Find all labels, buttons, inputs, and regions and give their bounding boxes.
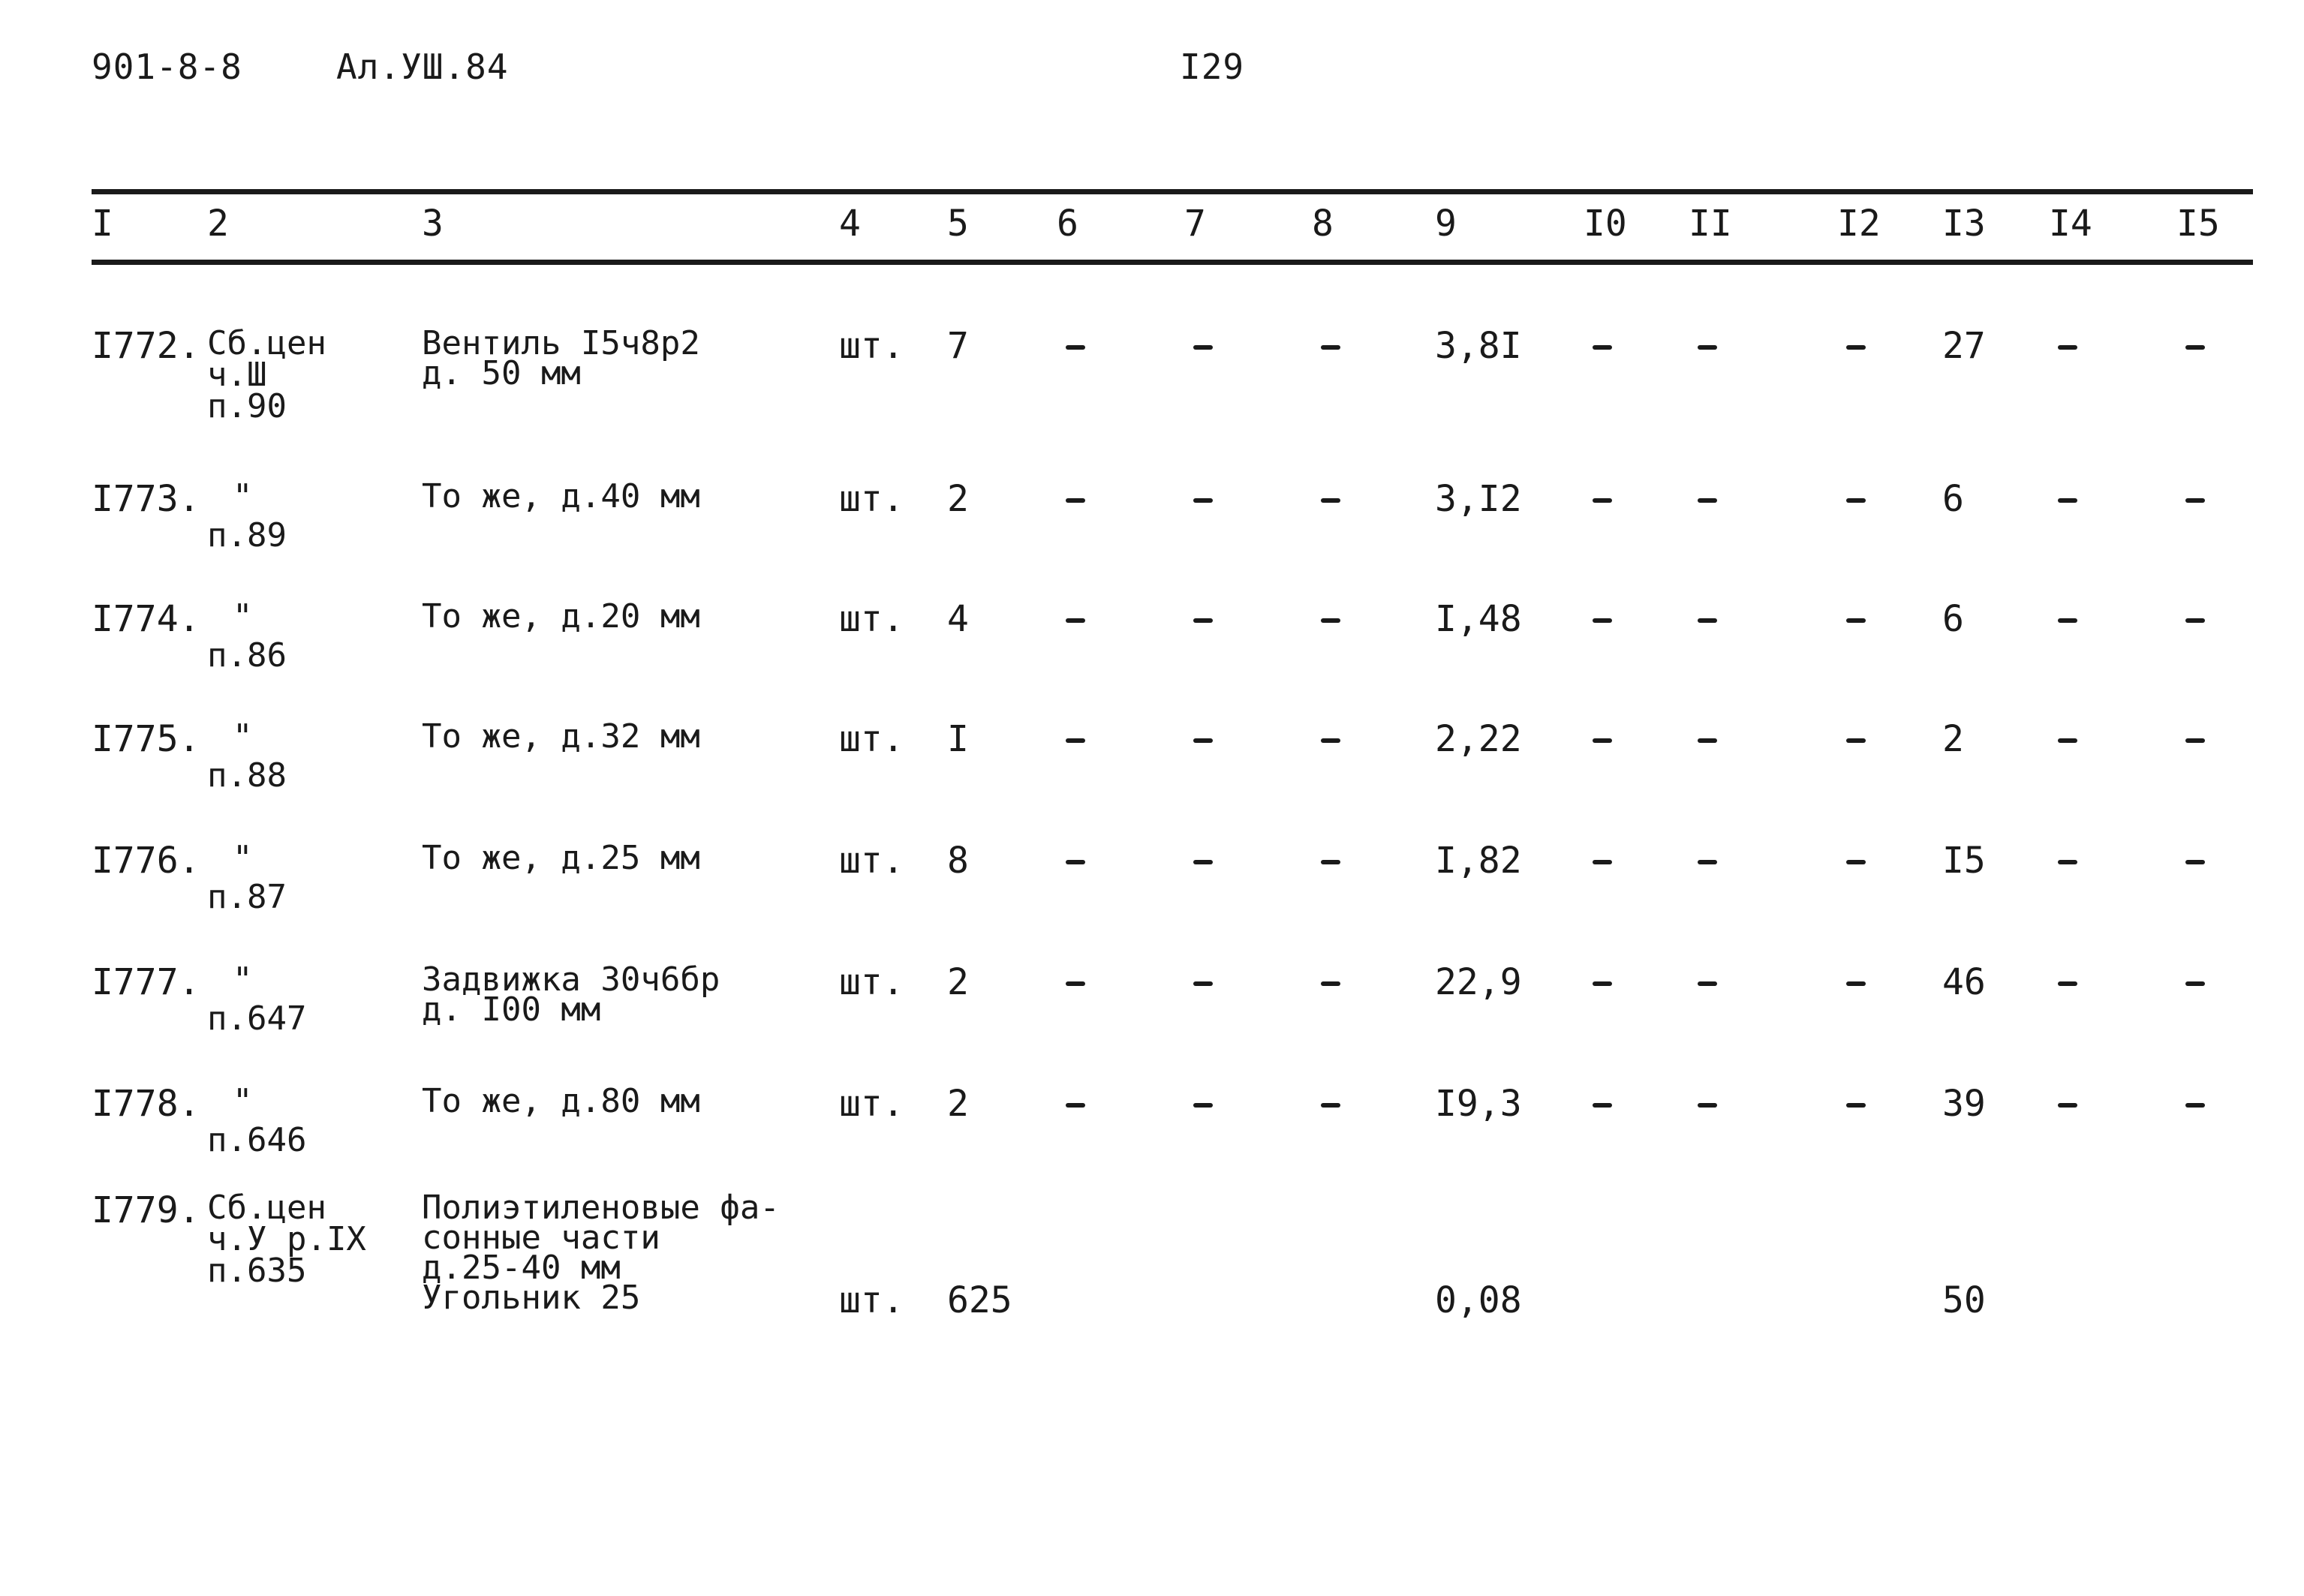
dash-cell	[1066, 738, 1085, 743]
value-cell-c9: I,48	[1435, 598, 1522, 640]
source-ref-line: п.647	[207, 999, 307, 1038]
dash-cell	[1698, 345, 1717, 350]
row-number: I773.	[92, 478, 200, 520]
source-ref-line: "	[233, 839, 253, 877]
dash-cell	[2185, 618, 2205, 623]
source-ref-line: Сб.цен	[207, 324, 326, 362]
dash-cell	[1593, 738, 1612, 743]
unit-cell: шт.	[839, 1083, 904, 1125]
source-ref-line: п.90	[207, 387, 287, 425]
dash-cell	[1193, 738, 1213, 743]
dash-cell	[1321, 618, 1340, 623]
dash-cell	[2185, 1103, 2205, 1108]
column-header-10: I0	[1584, 203, 1627, 245]
item-name-line: Угольник 25	[422, 1279, 641, 1317]
source-ref-line: ч.Ш	[207, 356, 267, 394]
dash-cell	[2058, 1103, 2077, 1108]
item-name-line: То же, д.80 мм	[422, 1082, 700, 1120]
doc-code: 901-8-8	[92, 47, 242, 87]
item-name-line: Задвижка 30ч6бр	[422, 960, 720, 999]
dash-cell	[1321, 345, 1340, 350]
source-ref-line: "	[233, 960, 253, 999]
dash-cell	[2185, 738, 2205, 743]
column-header-4: 4	[839, 203, 861, 245]
dash-cell	[1066, 345, 1085, 350]
dash-cell	[1066, 1103, 1085, 1108]
row-number: I772.	[92, 325, 200, 367]
unit-cell: шт.	[839, 478, 904, 520]
dash-cell	[2058, 981, 2077, 986]
dash-cell	[1321, 981, 1340, 986]
dash-cell	[1846, 981, 1866, 986]
column-header-15: I5	[2176, 203, 2220, 245]
source-ref-line: п.646	[207, 1121, 307, 1159]
source-ref-line: Сб.цен	[207, 1189, 326, 1227]
column-header-14: I4	[2049, 203, 2092, 245]
column-header-9: 9	[1435, 203, 1457, 245]
value-cell-c13: 2	[1942, 718, 1964, 760]
dash-cell	[1698, 981, 1717, 986]
dash-cell	[2058, 498, 2077, 503]
dash-cell	[1321, 738, 1340, 743]
quantity-cell: 2	[947, 961, 969, 1003]
source-ref-line: "	[233, 477, 253, 515]
dash-cell	[1698, 498, 1717, 503]
dash-cell	[1066, 498, 1085, 503]
item-name-line: То же, д.32 мм	[422, 717, 700, 756]
value-cell-c13: 46	[1942, 961, 1986, 1003]
dash-cell	[1593, 345, 1612, 350]
unit-cell: шт.	[839, 718, 904, 760]
dash-cell	[1846, 345, 1866, 350]
item-name-line: То же, д.20 мм	[422, 597, 700, 636]
dash-cell	[1193, 981, 1213, 986]
dash-cell	[1066, 981, 1085, 986]
dash-cell	[1593, 618, 1612, 623]
row-number: I777.	[92, 961, 200, 1003]
source-ref-line: ч.У р.IX	[207, 1220, 366, 1258]
source-ref-line: п.89	[207, 516, 287, 555]
source-ref-line: п.86	[207, 636, 287, 675]
dash-cell	[1193, 498, 1213, 503]
unit-cell: шт.	[839, 961, 904, 1003]
source-ref-line: "	[233, 717, 253, 756]
item-name-line: То же, д.25 мм	[422, 839, 700, 877]
column-header-5: 5	[947, 203, 969, 245]
column-header-11: II	[1689, 203, 1732, 245]
table-header-rule	[92, 260, 2253, 265]
quantity-cell: 2	[947, 1083, 969, 1125]
unit-cell: шт.	[839, 598, 904, 640]
dash-cell	[1193, 1103, 1213, 1108]
dash-cell	[1066, 860, 1085, 864]
quantity-cell: 2	[947, 478, 969, 520]
quantity-cell: 4	[947, 598, 969, 640]
dash-cell	[2185, 860, 2205, 864]
dash-cell	[1066, 618, 1085, 623]
item-name-line: Полиэтиленовые фа-	[422, 1189, 780, 1227]
dash-cell	[1321, 860, 1340, 864]
dash-cell	[1846, 498, 1866, 503]
dash-cell	[1846, 618, 1866, 623]
dash-cell	[1321, 498, 1340, 503]
column-header-12: I2	[1837, 203, 1881, 245]
value-cell-c13: 6	[1942, 478, 1964, 520]
unit-cell: шт.	[839, 840, 904, 882]
quantity-cell: 8	[947, 840, 969, 882]
item-name-line: д. I00 мм	[422, 990, 601, 1029]
value-cell-c9: 2,22	[1435, 718, 1522, 760]
value-cell-c9: I9,3	[1435, 1083, 1522, 1125]
column-header-2: 2	[207, 203, 229, 245]
dash-cell	[1593, 981, 1612, 986]
album-code: Ал.УШ.84	[336, 47, 509, 87]
column-header-13: I3	[1942, 203, 1986, 245]
source-ref-line: п.87	[207, 878, 287, 916]
source-ref-line: п.88	[207, 756, 287, 795]
value-cell-c9: 3,8I	[1435, 325, 1522, 367]
item-name-line: д. 50 мм	[422, 354, 581, 392]
value-cell-c9: I,82	[1435, 840, 1522, 882]
value-cell-c13: 6	[1942, 598, 1964, 640]
column-header-1: I	[92, 203, 113, 245]
dash-cell	[1698, 860, 1717, 864]
dash-cell	[2058, 618, 2077, 623]
dash-cell	[1193, 345, 1213, 350]
dash-cell	[1846, 738, 1866, 743]
row-number: I779.	[92, 1189, 200, 1231]
source-ref-line: п.635	[207, 1252, 307, 1290]
quantity-cell: 625	[947, 1279, 1012, 1321]
column-header-3: 3	[422, 203, 444, 245]
item-name-line: сонные части	[422, 1219, 660, 1257]
quantity-cell: 7	[947, 325, 969, 367]
dash-cell	[1593, 498, 1612, 503]
page-number: I29	[1180, 47, 1245, 87]
unit-cell: шт.	[839, 325, 904, 367]
column-header-8: 8	[1312, 203, 1334, 245]
value-cell-c13: 50	[1942, 1279, 1986, 1321]
item-name-line: То же, д.40 мм	[422, 477, 700, 515]
dash-cell	[1698, 1103, 1717, 1108]
dash-cell	[2058, 860, 2077, 864]
value-cell-c9: 0,08	[1435, 1279, 1522, 1321]
dash-cell	[1698, 618, 1717, 623]
dash-cell	[1593, 860, 1612, 864]
column-header-7: 7	[1184, 203, 1206, 245]
dash-cell	[1846, 1103, 1866, 1108]
dash-cell	[1193, 618, 1213, 623]
item-name-line: Вентиль I5ч8р2	[422, 324, 700, 362]
value-cell-c13: 27	[1942, 325, 1986, 367]
source-ref-line: "	[233, 597, 253, 636]
row-number: I776.	[92, 840, 200, 882]
quantity-cell: I	[947, 718, 969, 760]
dash-cell	[1193, 860, 1213, 864]
item-name-line: д.25-40 мм	[422, 1249, 621, 1287]
value-cell-c9: 22,9	[1435, 961, 1522, 1003]
unit-cell: шт.	[839, 1279, 904, 1321]
dash-cell	[1593, 1103, 1612, 1108]
value-cell-c13: I5	[1942, 840, 1986, 882]
source-ref-line: "	[233, 1082, 253, 1120]
dash-cell	[2185, 345, 2205, 350]
dash-cell	[1698, 738, 1717, 743]
row-number: I774.	[92, 598, 200, 640]
value-cell-c13: 39	[1942, 1083, 1986, 1125]
row-number: I778.	[92, 1083, 200, 1125]
column-header-6: 6	[1057, 203, 1078, 245]
dash-cell	[2058, 738, 2077, 743]
dash-cell	[2185, 498, 2205, 503]
dash-cell	[2058, 345, 2077, 350]
dash-cell	[1321, 1103, 1340, 1108]
row-number: I775.	[92, 718, 200, 760]
dash-cell	[1846, 860, 1866, 864]
value-cell-c9: 3,I2	[1435, 478, 1522, 520]
dash-cell	[2185, 981, 2205, 986]
table-top-rule	[92, 189, 2253, 194]
